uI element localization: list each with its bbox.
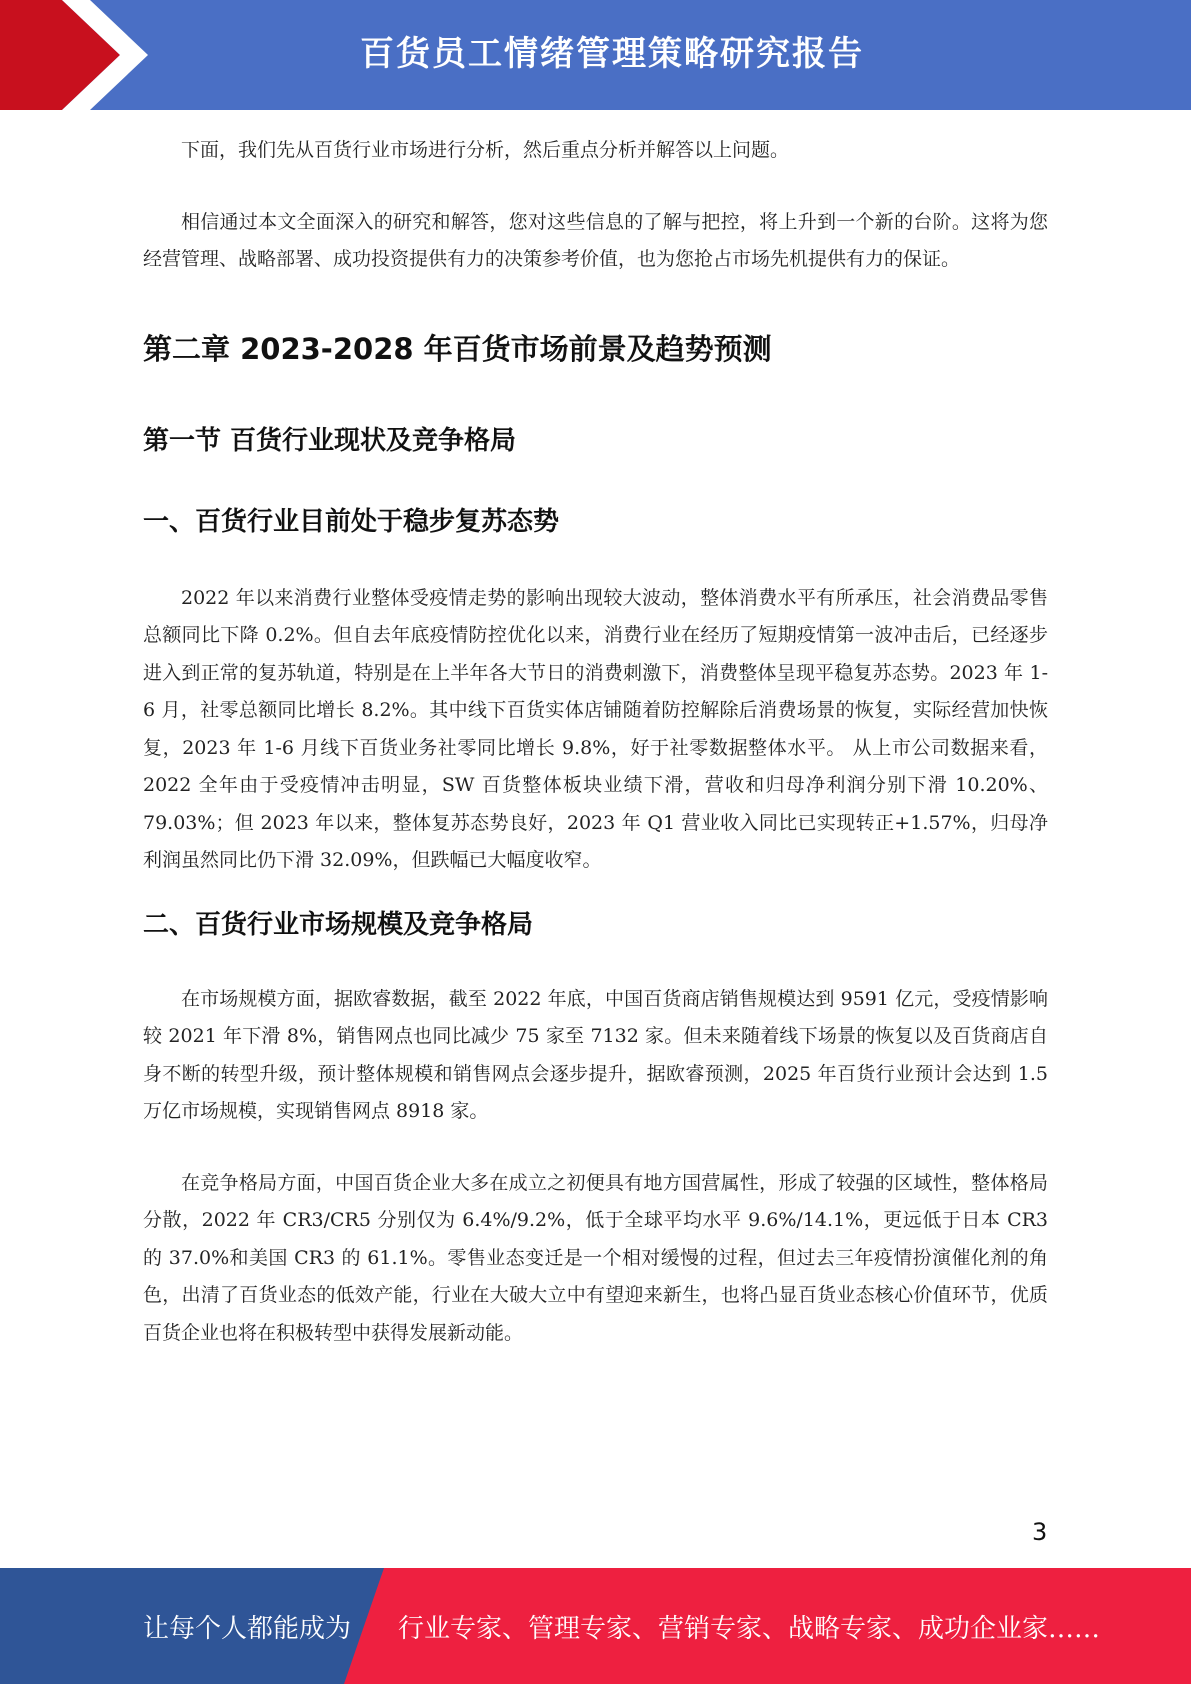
page-number: 3 [1032,1518,1048,1546]
intro-paragraph-2: 相信通过本文全面深入的研究和解答，您对这些信息的了解与把控，将上升到一个新的台阶。这将为您经营管理、战略部署、成功投资提供有力的决策参考价值，也为您抢占市场先机提供有力的保证。 [143,210,1048,270]
subsection-heading-1: 一、百货行业目前处于稳步复苏态势 [143,506,560,537]
section-heading: 第一节 百货行业现状及竞争格局 [143,425,517,456]
chapter-heading: 第二章 2023-2028 年百货市场前景及趋势预测 [143,331,772,366]
intro-paragraph-1: 下面，我们先从百货行业市场进行分析，然后重点分析并解答以上问题。 [181,139,790,161]
footer-slogan-right: 行业专家、管理专家、营销专家、战略专家、成功企业家…… [398,1614,1101,1644]
page-header [0,0,1191,110]
subsection-2-paragraph-2: 在竞争格局方面，中国百货企业大多在成立之初便具有地方国营属性，形成了较强的区域性，整体格局分散，2022 年 CR3/CR5 分别仅为 6.4%/9.2%，低于全球平均水平 9.6%/14.1%，更远低于日本 CR3 的 37.0%和美国 CR3 的 61.1%。零售业态变迁是一个相对缓慢的过程，但过去三年疫情扮演催化剂的角色，出清了百货业态的低效产能，行业在大破大立中有望迎来新生，也将凸显百货业态核心价值环节，优质百货企业也将在积极转型中获得发展新动能。 [143,1171,1048,1344]
report-title: 百货员工情绪管理策略研究报告 [360,34,864,74]
subsection-1-paragraph: 2022 年以来消费行业整体受疫情走势的影响出现较大波动，整体消费水平有所承压，社会消费品零售总额同比下降 0.2%。但自去年底疫情防控优化以来，消费行业在经历了短期疫情第一波冲击后，已经逐步进入到正常的复苏轨道，特别是在上半年各大节日的消费刺激下，消费整体呈现平稳复苏态势。2023 年 1-6 月，社零总额同比增长 8.2%。其中线下百货实体店铺随着防控解除后消费场景的恢复，实际经营加快恢复，2023 年 1-6 月线下百货业务社零同比增长 9.8%，好于社零数据整体水平。 从上市公司数据来看，2022 全年由于受疫情冲击明显，SW 百货整体板块业绩下滑，营收和归母净利润分别下滑 10.20%、79.03%；但 2023 年以来，整体复苏态势良好，2023 年 Q1 营业收入同比已实现转正+1.57%，归母净利润虽然同比仍下滑 32.09%，但跌幅已大幅度收窄。 [143,586,1048,871]
subsection-heading-2: 二、百货行业市场规模及竞争格局 [143,909,534,940]
footer-slogan-left: 让每个人都能成为 [143,1614,352,1644]
document-body [143,130,1048,1352]
page-footer [0,1568,1191,1684]
subsection-2-paragraph-1: 在市场规模方面，据欧睿数据，截至 2022 年底，中国百货商店销售规模达到 9591 亿元，受疫情影响较 2021 年下滑 8%，销售网点也同比减少 75 家至 7132 家。但未来随着线下场景的恢复以及百货商店自身不断的转型升级，预计整体规模和销售网点会逐步提升，据欧睿预测，2025 年百货行业预计会达到 1.5 万亿市场规模，实现销售网点 8918 家。 [143,987,1048,1122]
